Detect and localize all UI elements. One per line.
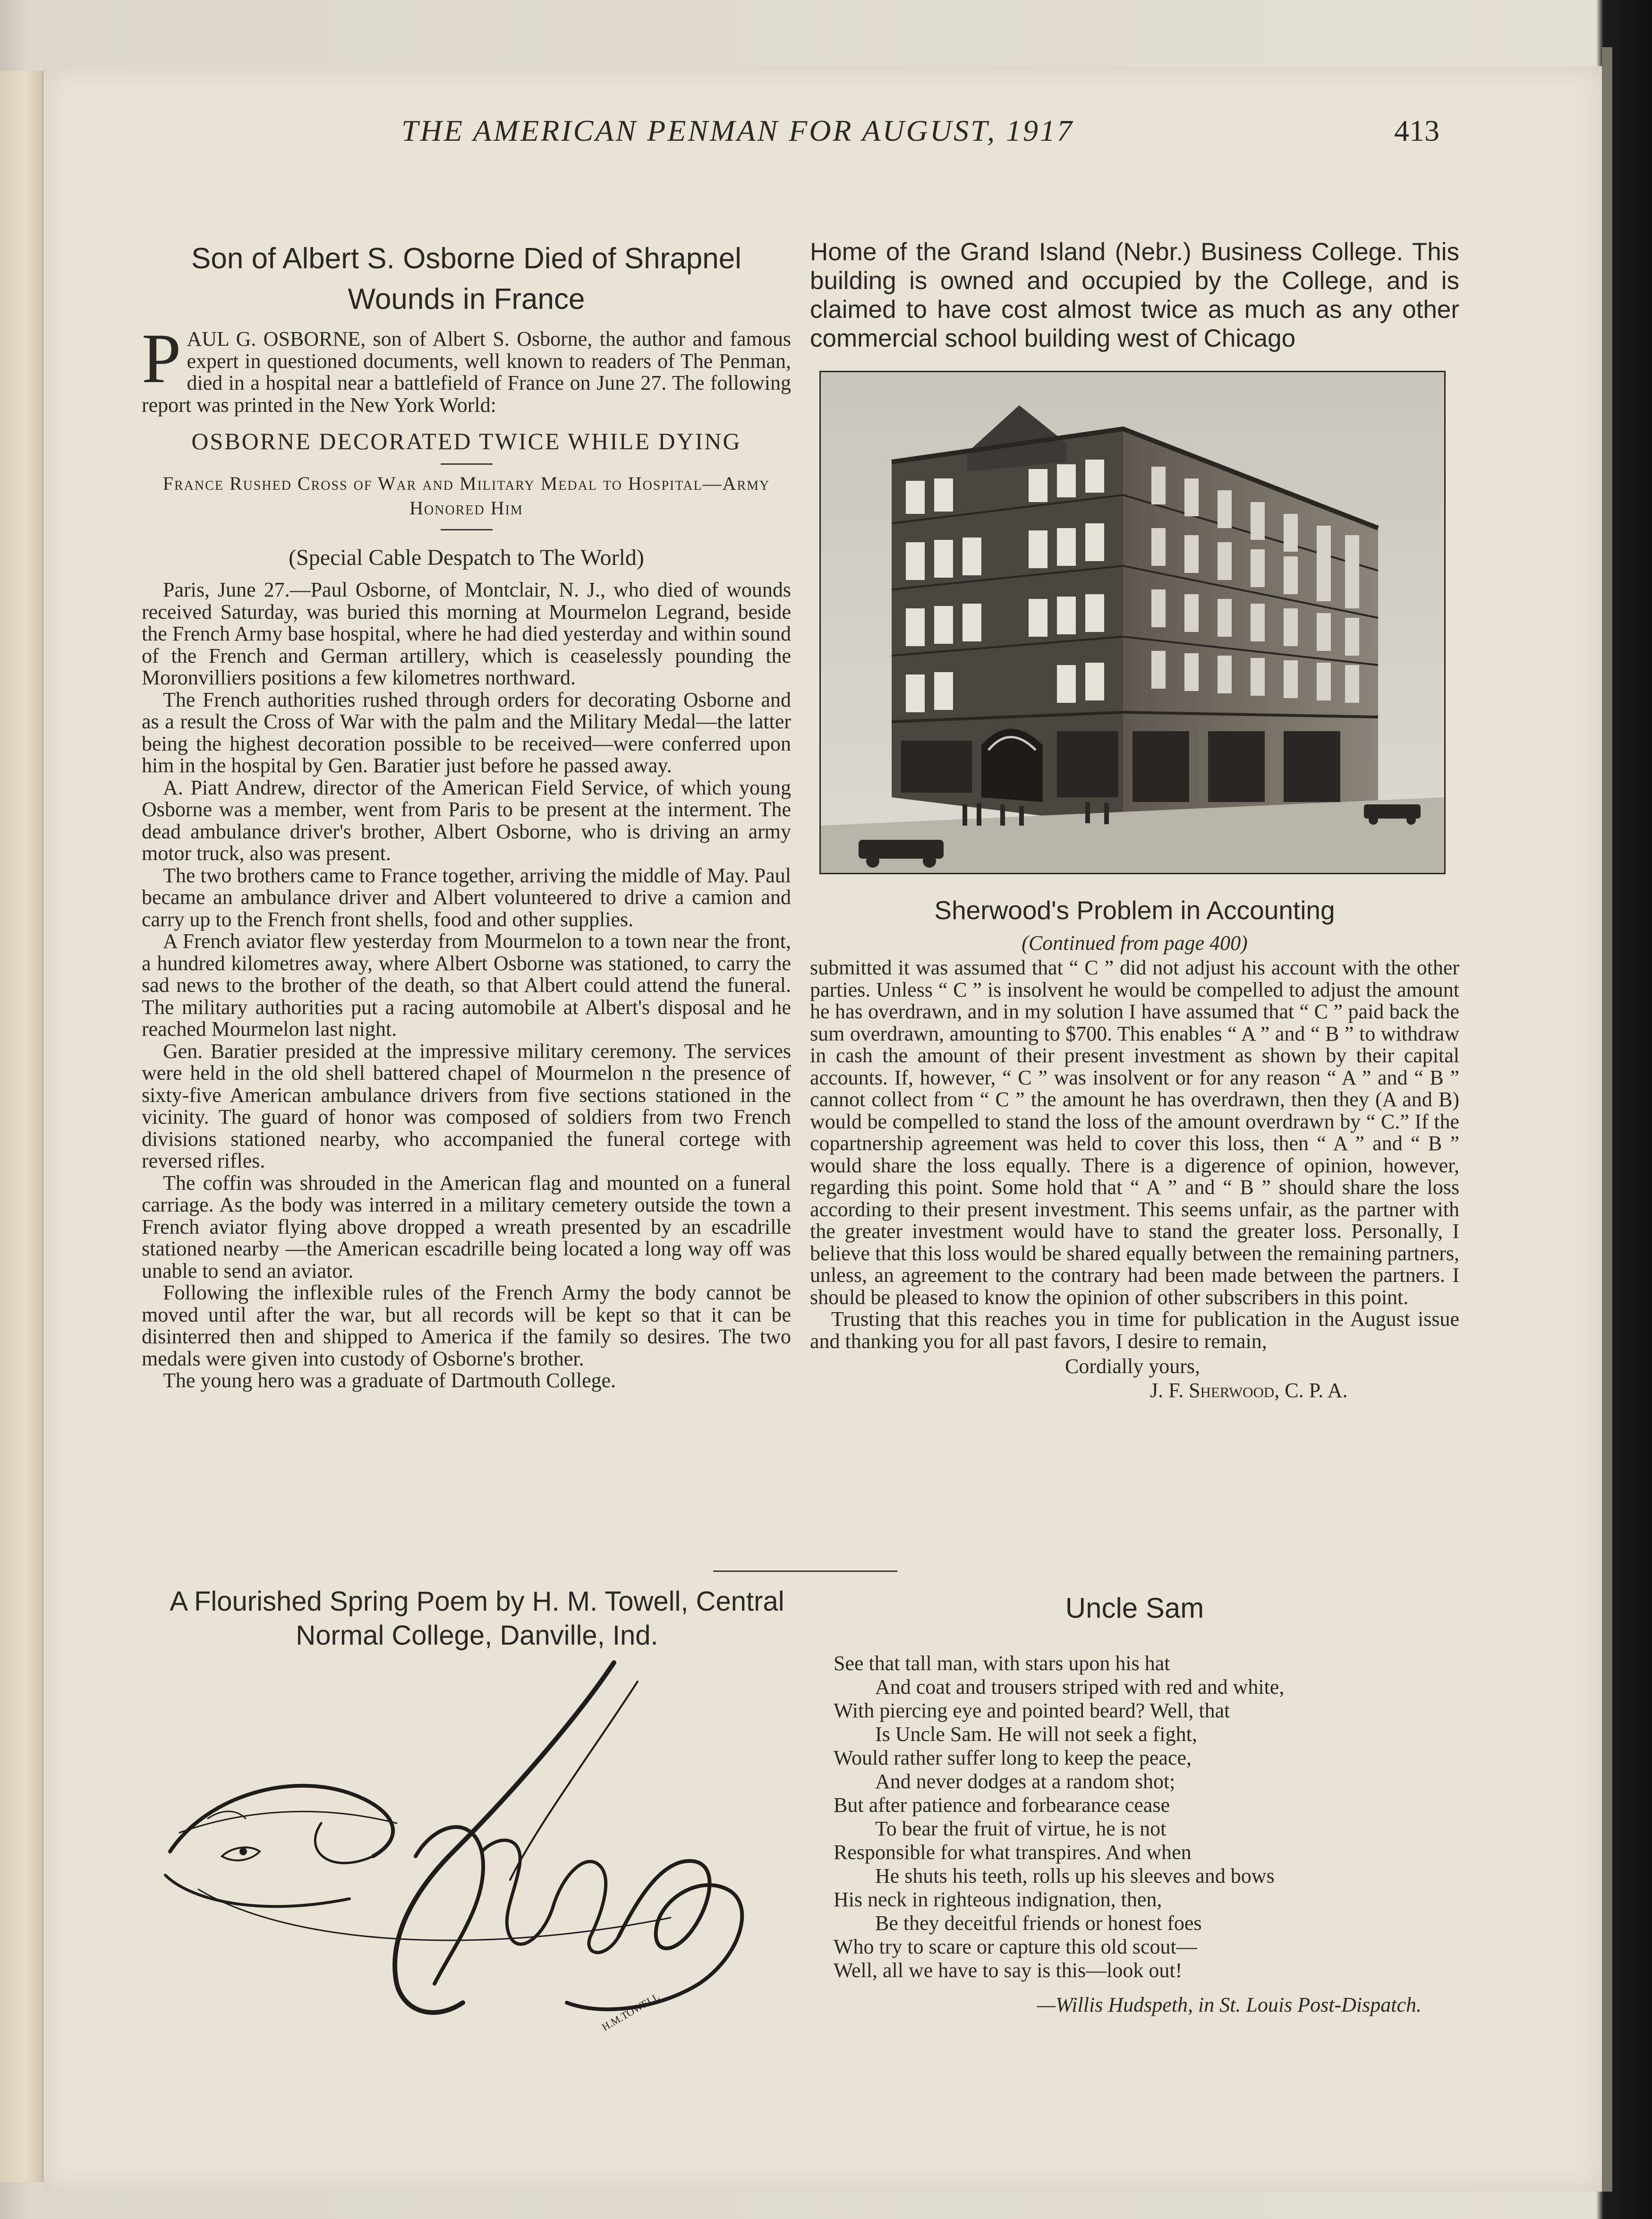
paragraph: The coffin was shrouded in the American flag and mounted on a funeral carriage. As the body was interred in a military cemetery outside the town a French aviator flying above dropped a wreath presented by an escadrille stationed nearby —the American escadrille being located a long way off was unable to send an aviator. (142, 1171, 791, 1282)
sherwood-article (810, 895, 1459, 1402)
previous-page-edge (0, 71, 43, 2182)
osborne-article (142, 239, 791, 1392)
binding-edge (1602, 47, 1612, 2192)
college-building-photo (819, 371, 1446, 874)
poem-line: Be they deceitful friends or honest foes (875, 1912, 1202, 1935)
poem-line: Is Uncle Sam. He will not seek a fight, (875, 1723, 1197, 1746)
drop-cap: P (142, 319, 181, 398)
spring-flourish-illustration (151, 1653, 765, 2040)
paragraph: A. Piatt Andrew, director of the American Field Service, of which young Osborne was a member, went from Paris to be present at the interment. The dead ambulance driver's brother, Albert Osborne, who is driving an army motor truck, also was present. (142, 776, 791, 865)
paragraph: Gen. Baratier presided at the impressive military ceremony. The services were held in the old shell battered chapel of Mourmelon n the presence of sixty-five American ambulance drivers from five sections stationed in the vicinity. The guard of honor was composed of soldiers from two French divisions stationed nearby, who accompanied the funeral cortege with reversed rifles. (142, 1039, 791, 1172)
short-rule (441, 529, 493, 530)
short-rule (441, 463, 493, 465)
paragraph: The young hero was a graduate of Dartmouth College. (163, 1369, 616, 1392)
dateline: (Special Cable Despatch to The World) (289, 545, 644, 570)
poem-line: And coat and trousers striped with red and white, (875, 1675, 1285, 1698)
osborne-headline: Son of Albert S. Osborne Died of Shrapnel Wounds in France (191, 242, 741, 316)
artist-mark: H.M.TOWELL (600, 1990, 662, 2033)
osborne-subhead: OSBORNE DECORATED TWICE WHILE DYING (191, 428, 741, 454)
poem-line: Responsible for what transpires. And when (834, 1841, 1192, 1864)
poem-lines (810, 1652, 1459, 1982)
sherwood-title: Sherwood's Problem in Accounting (934, 896, 1335, 925)
osborne-intro (142, 319, 791, 417)
uncle-sam-poem (810, 1592, 1459, 2017)
spring-poem-title: A Flourished Spring Poem by H. M. Towell, Central Normal College, Danville, Ind. (170, 1586, 784, 1651)
poem-line: He shuts his teeth, rolls up his sleeves and bows (875, 1864, 1275, 1887)
osborne-body (142, 579, 791, 1392)
poem-line: To bear the fruit of virtue, he is not (875, 1817, 1167, 1840)
continued-note: (Continued from page 400) (1022, 931, 1248, 955)
building-photo-illustration (821, 372, 1444, 873)
uncle-sam-title: Uncle Sam (1065, 1592, 1204, 1624)
page-number: 413 (1394, 114, 1439, 147)
paragraph: The two brothers came to France together, arriving the middle of May. Paul became an ambulance driver and Albert volunteered to drive a camion and carry up to the French front shells, food and other supplies. (142, 863, 791, 931)
poem-line: His neck in righteous indignation, then, (834, 1888, 1162, 1911)
closing: Cordially yours, (1065, 1355, 1200, 1378)
poem-line: But after patience and forbearance cease (834, 1793, 1170, 1817)
signature: J. F. Sherwood, C. P. A. (1150, 1379, 1348, 1402)
poem-attribution: —Willis Hudspeth, in St. Louis Post-Dispatch. (1037, 1993, 1422, 2016)
section-divider (713, 1570, 897, 1572)
poem-line: With piercing eye and pointed beard? Well, that (834, 1699, 1230, 1722)
photo-caption: Home of the Grand Island (Nebr.) Business College. This building is owned and occupied by the College, and is claimed to have cost almost twice as much as any other commercial school building west of Chicago (810, 238, 1459, 352)
paragraph: The French authorities rushed through orders for decorating Osborne and as a result the Cross of War with the palm and the Military Medal—the latter being the highest decoration possible to be received—were conferred upon him in the hospital by Gen. Baratier just before he passed away. (142, 688, 791, 777)
paragraph: A French aviator flew yesterday from Mourmelon to a town near the front, a hundred kilometres away, where Albert Osborne was stationed, to carry the sad news to the brother of the death, so that Albert could attend the funeral. The military authorities put a racing automobile at Albert's disposal and he reached Mourmelon last night. (142, 930, 791, 1041)
paragraph: Trusting that this reaches you in time for publication in the August issue and thanking you for all past favors, I desire to remain, (810, 1307, 1459, 1353)
paragraph: Paris, June 27.—Paul Osborne, of Montclair, N. J., who died of wounds received Saturday, was buried this morning at Mourmelon Legrand, beside the French Army base hospital, where he had died yesterday and within sound of the French and German artillery, which is ceaselessly pounding the Moronvilliers positions a few kilometres northward. (142, 578, 791, 689)
poem-line: Who try to scare or capture this old scout— (834, 1935, 1197, 1958)
osborne-intro-text: AUL G. OSBORNE, son of Albert S. Osborne, the author and famous expert in questioned documents, well known to readers of The Penman, died in a hospital near a battlefield of France on June 27. The following report was printed in the New York World: (142, 327, 791, 417)
paragraph: submitted it was assumed that “ C ” did not adjust his account with the other parties. Unless “ C ” is insolvent he would be compelled to adjust the amount he has overdrawn, and in my solution I have assumed that “ C ” paid back the sum overdrawn, amounting to $700. This enables “ A ” and “ B ” to withdraw in cash the amount of their present investment as shown by their capital accounts. If, however, “ C ” was insolvent or for any reason “ A ” and “ B ” cannot collect from “ C ” the amount he has overdrawn, then they (A and B) would be compelled to stand the loss of the amount overdrawn by “ C.” If the copartnership agreement was held to cover this loss, then “ A ” and “ B ” would share the loss equally. There is a digerence of opinion, however, regarding this point. Some hold that “ A ” and “ B ” should share the loss according to their present investment. This seems unfair, as the partner with the greater investment would have to stand the greater loss. Personally, I believe that this loss would be shared equally between the remaining partners, unless, an agreement to the contrary had been made between the partners. I should be pleased to know the opinion of other subscribers in this point. (810, 956, 1459, 1309)
paragraph: Following the inflexible rules of the French Army the body cannot be moved until after the war, but all records will be kept so that it can be disinterred then and shipped to America if the family so desires. The two medals were given into custody of Osborne's brother. (142, 1281, 791, 1370)
running-head: THE AMERICAN PENMAN FOR AUGUST, 1917 (401, 114, 1074, 147)
poem-line: See that tall man, with stars upon his hat (834, 1652, 1170, 1675)
poem-line: Would rather suffer long to keep the peace, (834, 1746, 1192, 1769)
sherwood-body (810, 957, 1459, 1352)
osborne-subhead-2: France Rushed Cross of War and Military Medal to Hospital—Army Honored Him (162, 473, 770, 519)
poem-line: And never dodges at a random shot; (875, 1770, 1175, 1793)
poem-line: Well, all we have to say is this—look out! (834, 1959, 1183, 1982)
